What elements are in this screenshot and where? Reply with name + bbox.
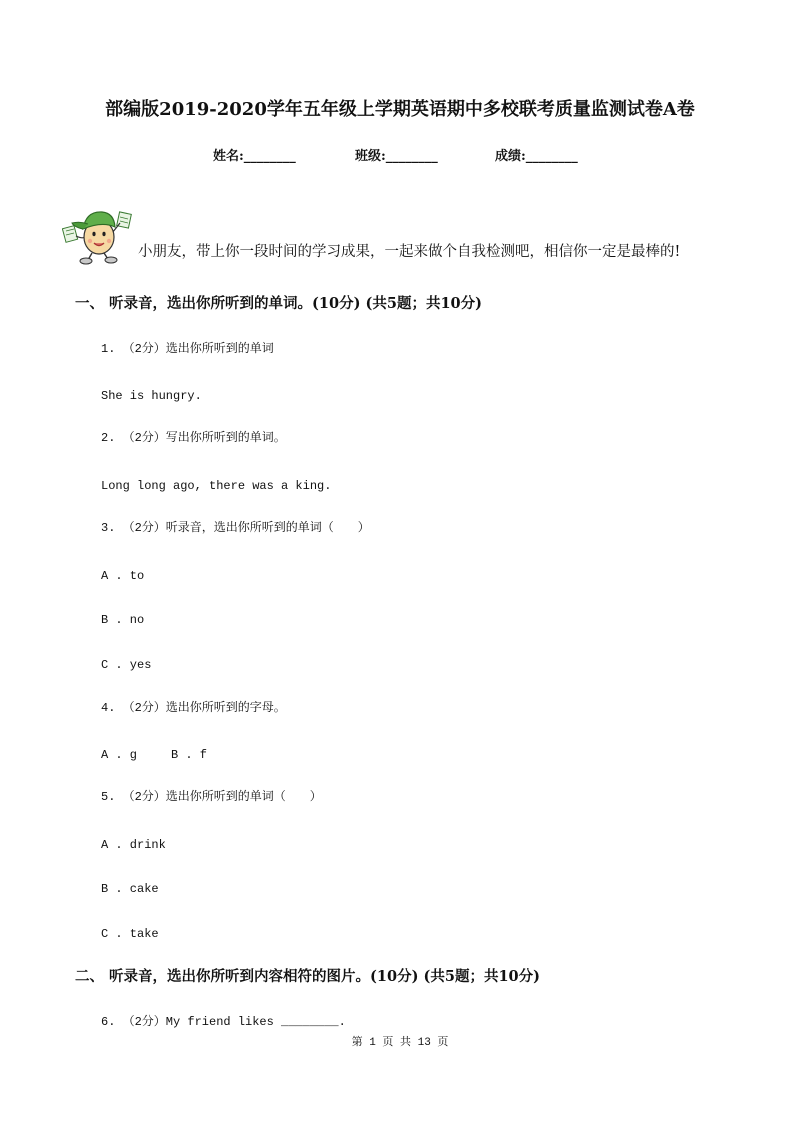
cartoon-kid-icon [62,203,134,265]
section-1-header: 一、 听录音，选出你所听到的单词。(10分) (共5题；共10分) [75,295,482,312]
question-3-option-c: C . yes [101,658,152,672]
score-field: 成绩:________ [495,149,578,164]
question-4-option-a: A . g [101,748,138,762]
question-1-text: She is hungry. [101,389,202,403]
question-1-prompt: 1. （2分）选出你所听到的单词 [101,342,274,356]
question-5-option-b: B . cake [101,882,159,896]
question-4-option-b: B . f [171,748,208,762]
question-5-prompt: 5. （2分）选出你所听到的单词（ ） [101,790,322,804]
page-footer: 第 1 页 共 13 页 [351,1037,449,1049]
question-3-option-a: A . to [101,569,145,583]
section-2-header: 二、 听录音，选出你所听到内容相符的图片。(10分) (共5题；共10分) [75,968,540,985]
question-6-prompt: 6. （2分）My friend likes ________. [101,1015,346,1029]
page-title: 部编版2019-2020学年五年级上学期英语期中多校联考质量监测试卷A卷 [105,99,695,120]
question-3-option-b: B . no [101,613,145,627]
question-5-option-c: C . take [101,927,159,941]
question-2-prompt: 2. （2分）写出你所听到的单词。 [101,431,286,445]
question-4-prompt: 4. （2分）选出你所听到的字母。 [101,701,286,715]
class-field: 班级:________ [355,149,438,164]
question-5-option-a: A . drink [101,838,166,852]
name-field: 姓名:________ [213,149,296,164]
question-2-text: Long long ago, there was a king. [101,479,332,493]
question-3-prompt: 3. （2分）听录音，选出你所听到的单词（ ） [101,521,370,535]
intro-text: 小朋友，带上你一段时间的学习成果，一起来做个自我检测吧，相信你一定是最棒的! [138,244,681,260]
